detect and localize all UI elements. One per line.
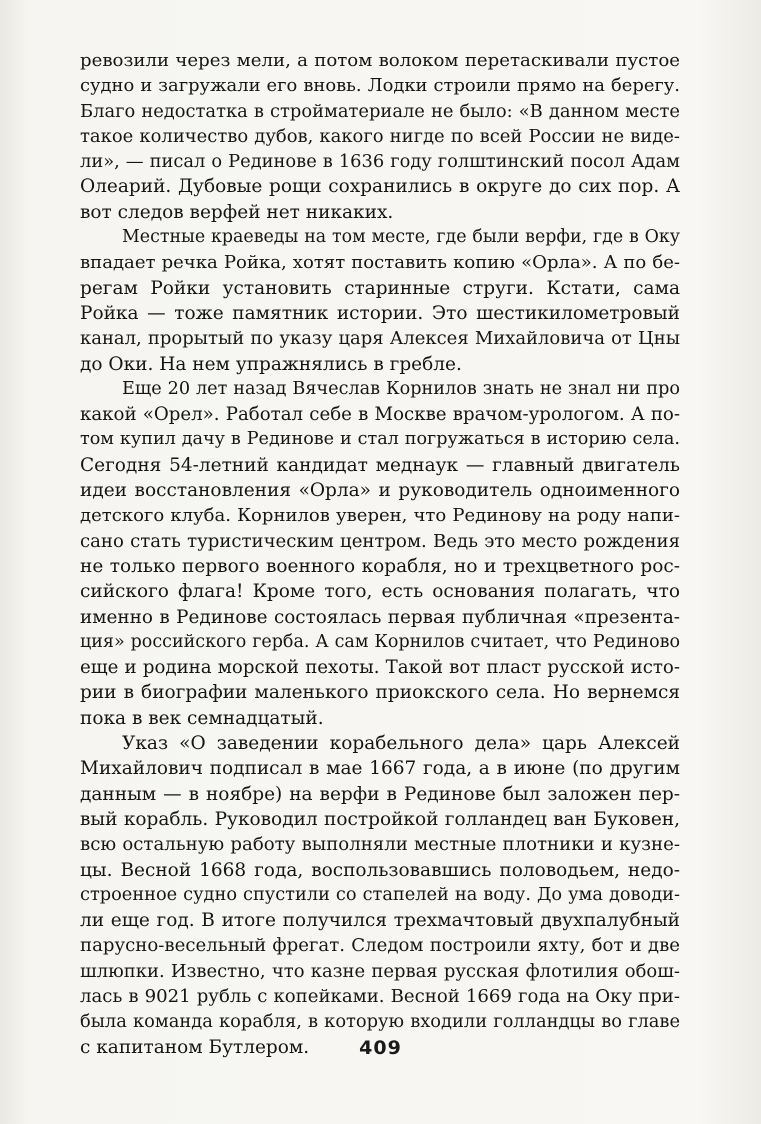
text-line: вот следов верфей нет никаких.	[80, 201, 394, 223]
text-line: до Оки. На нем упражнялись в гребле.	[80, 353, 462, 375]
text-line: какой «Орел». Работал себе в Москве врачом-урологом. А по-	[80, 404, 680, 426]
text-line: Благо недостатка в стройматериале не было: «В данном месте	[80, 100, 680, 122]
page-number: 409	[359, 1037, 402, 1059]
text-line: Ройка — тоже памятник истории. Это шестикилометровый	[80, 302, 680, 324]
text-line: Еще 20 лет назад Вячеслав Корнилов знать не знал ни про	[122, 378, 680, 399]
text-line: не только первого военного корабля, но и трехцветного рос-	[80, 555, 680, 577]
paragraph-2	[80, 225, 680, 377]
body-text	[80, 48, 680, 1060]
text-line: идеи восстановления «Орла» и руководитель одноименного	[80, 480, 680, 502]
text-line: судно и загружали его вновь. Лодки строили прямо на берегу.	[80, 75, 680, 97]
text-line: Олеарий. Дубовые рощи сохранились в округе до сих пор. А	[80, 176, 680, 198]
text-line: Сегодня 54-летний кандидат меднаук — главный двигатель	[80, 454, 680, 476]
text-line: Михайлович подписал в мае 1667 года, а в июне (по другим	[80, 758, 680, 780]
text-line: детского клуба. Корнилов уверен, что Рединову на роду напи-	[80, 505, 680, 527]
text-line: впадает речка Ройка, хотят поставить копию «Орла». А по бе-	[80, 252, 680, 274]
text-line: вый корабль. Руководил постройкой голландец ван Буковен,	[80, 808, 680, 830]
text-line: лась в 9021 рубль с копейками. Весной 1669 года на Оку при-	[80, 985, 680, 1007]
text-line: том купил дачу в Рединове и стал погружаться в историю села.	[80, 429, 680, 450]
text-line: была команда корабля, в которую входили голландцы во главе	[80, 1011, 680, 1033]
paragraph-4	[80, 731, 680, 1060]
text-line: сийского флага! Кроме того, есть основания полагать, что	[80, 581, 680, 603]
text-line: Указ «О заведении корабельного дела» царь Алексей	[122, 733, 680, 755]
text-line: ли», — писал о Рединове в 1636 году голштинский посол Адам	[80, 151, 680, 173]
text-line: рии в биографии маленького приокского села. Но вернемся	[80, 682, 680, 704]
text-line: именно в Рединове состоялась первая публичная «презента-	[80, 606, 680, 628]
text-line: данным — в ноябре) на верфи в Рединове был заложен пер-	[80, 783, 680, 805]
text-line: с капитаном Бутлером.	[80, 1036, 310, 1058]
text-line: такое количество дубов, какого нигде по всей России не виде-	[80, 125, 680, 147]
text-line: парусно-весельный фрегат. Следом построили яхту, бот и две	[80, 935, 680, 957]
paragraph-1	[80, 48, 680, 225]
text-line: строенное судно спустили со стапелей на воду. До ума доводи-	[80, 884, 680, 905]
text-line: всю остальную работу выполняли местные плотники и кузне-	[80, 834, 680, 856]
paragraph-3	[80, 377, 680, 731]
text-line: еще и родина морской пехоты. Такой вот пласт русской исто-	[80, 657, 680, 679]
text-line: шлюпки. Известно, что казне первая русская флотилия обош-	[80, 960, 680, 982]
text-line: регам Ройки установить старинные струги. Кстати, сама	[80, 277, 680, 299]
text-line: Местные краеведы на том месте, где были верфи, где в Оку	[122, 227, 680, 248]
text-line: канал, прорытый по указу царя Алексея Михайловича от Цны	[80, 328, 680, 350]
text-line: сано стать туристическим центром. Ведь это место рождения	[80, 530, 680, 552]
text-line: цы. Весной 1668 года, воспользовавшись половодьем, недо-	[80, 859, 680, 881]
text-line: ция» российского герба. А сам Корнилов считает, что Рединово	[80, 631, 680, 652]
text-line: ли еще год. В итоге получился трехмачтовый двухпалубный	[80, 910, 680, 932]
text-line: пока в век семнадцатый.	[80, 707, 324, 729]
text-line: ревозили через мели, а потом волоком перетаскивали пустое	[80, 50, 680, 71]
